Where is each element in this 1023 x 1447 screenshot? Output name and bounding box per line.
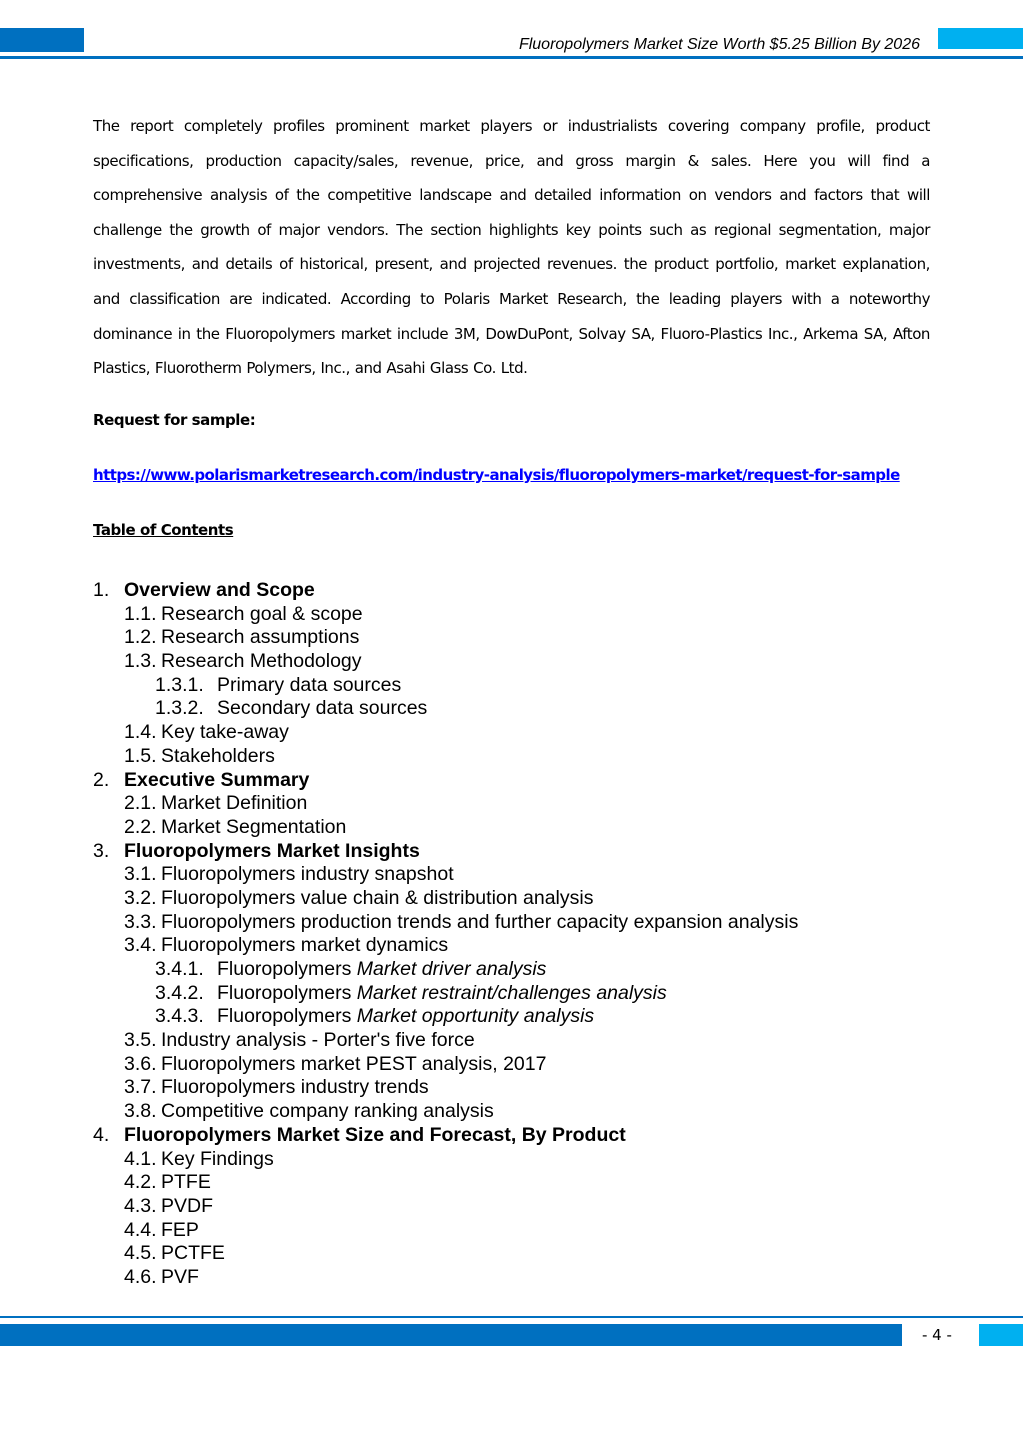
toc-item-number: 3.3. [124, 910, 157, 933]
toc-item [0, 1219, 1023, 1243]
toc-item [0, 863, 1023, 887]
toc-item-title: Fluoropolymers market dynamics [161, 934, 449, 957]
toc-item-number: 3.5. [124, 1029, 157, 1052]
toc-item-title: Primary data sources [217, 673, 402, 696]
toc-item [0, 1195, 1023, 1219]
toc-item-title: Executive Summary [124, 768, 310, 791]
toc-item-title: Key Findings [161, 1147, 274, 1170]
request-sample-link[interactable]: https://www.polarismarketresearch.com/industry-analysis/fluoropolymers-market/request-for-sample [93, 466, 900, 484]
toc-item [0, 579, 1023, 603]
toc-item [0, 911, 1023, 935]
toc-item [0, 1148, 1023, 1172]
toc-item-number: 3.6. [124, 1052, 157, 1075]
toc-item-title-italic: Market restraint/challenges analysis [356, 981, 667, 1004]
toc-item-title: Fluoropolymers Market opportunity analysis [217, 1005, 595, 1028]
toc-item [0, 840, 1023, 864]
toc-item-number: 3. [93, 839, 110, 862]
toc-item-number: 2. [93, 768, 110, 791]
toc-item-title: PVF [161, 1265, 199, 1288]
toc-item-title: FEP [161, 1218, 199, 1241]
toc-item-number: 3.7. [124, 1076, 157, 1099]
toc-item [0, 1053, 1023, 1077]
toc-item [0, 650, 1023, 674]
toc-item [0, 603, 1023, 627]
request-sample-label: Request for sample: [93, 411, 256, 429]
toc-item [0, 934, 1023, 958]
toc-item-title: Overview and Scope [124, 579, 315, 601]
toc-item-number: 3.2. [124, 886, 157, 909]
toc-item-title: Research assumptions [161, 626, 360, 649]
toc-item-title: Stakeholders [161, 744, 275, 767]
toc-item [0, 1266, 1023, 1290]
toc-item-number: 1.4. [124, 721, 157, 744]
toc-item-title: Fluoropolymers industry trends [161, 1076, 429, 1099]
toc-item-number: 3.8. [124, 1100, 157, 1123]
toc-item-title: Market Definition [161, 792, 308, 815]
toc-item [0, 792, 1023, 816]
toc-item [0, 958, 1023, 982]
footer-rule [0, 1316, 1023, 1318]
toc-item-title: Research Methodology [161, 650, 362, 673]
toc-item-title: Research goal & scope [161, 602, 363, 625]
toc-item-number: 1.3.1. [155, 673, 204, 696]
toc-item-number: 4.1. [124, 1147, 157, 1170]
toc-item-title: Fluoropolymers Market Insights [124, 839, 420, 862]
toc-item-title: Fluoropolymers market PEST analysis, 2017 [161, 1052, 547, 1075]
toc-item-number: 4.2. [124, 1171, 157, 1194]
toc-item [0, 626, 1023, 650]
header-accent-bar-left [0, 28, 84, 52]
toc-item-title: PVDF [161, 1194, 214, 1217]
toc-item-title: Key take-away [161, 721, 289, 744]
table-of-contents [0, 579, 1023, 1290]
toc-item-number: 4. [93, 1123, 110, 1146]
toc-item-number: 1.1. [124, 602, 157, 625]
toc-item-number: 1. [93, 579, 110, 601]
toc-item [0, 816, 1023, 840]
toc-item [0, 982, 1023, 1006]
toc-item-number: 1.5. [124, 744, 157, 767]
toc-item-title: Secondary data sources [217, 697, 428, 720]
toc-item [0, 1100, 1023, 1124]
toc-item [0, 1029, 1023, 1053]
footer-accent-bar [0, 1324, 902, 1346]
toc-item-title: Fluoropolymers industry snapshot [161, 863, 454, 886]
toc-item [0, 1124, 1023, 1148]
toc-item-title: Fluoropolymers Market Size and Forecast, By Product [124, 1123, 626, 1146]
toc-item [0, 1171, 1023, 1195]
toc-item-title: Fluoropolymers production trends and further capacity expansion analysis [161, 910, 799, 933]
toc-item [0, 769, 1023, 793]
toc-item-number: 3.1. [124, 863, 157, 886]
toc-item-title: Industry analysis - Porter's five force [161, 1029, 475, 1052]
toc-item [0, 674, 1023, 698]
toc-item-number: 3.4.3. [155, 1005, 204, 1028]
toc-item-number: 4.6. [124, 1265, 157, 1288]
toc-item-title: Market Segmentation [161, 815, 347, 838]
toc-item-number: 4.3. [124, 1194, 157, 1217]
toc-item [0, 697, 1023, 721]
page-number: - 4 - [922, 1326, 952, 1344]
toc-item-number: 1.2. [124, 626, 157, 649]
toc-item-number: 4.5. [124, 1242, 157, 1265]
toc-item [0, 745, 1023, 769]
toc-item-number: 3.4.1. [155, 958, 204, 980]
toc-item [0, 1005, 1023, 1029]
toc-item-title: Competitive company ranking analysis [161, 1100, 494, 1123]
toc-item-number: 3.4.2. [155, 981, 204, 1004]
toc-item-title: PTFE [161, 1171, 211, 1194]
intro-paragraph: The report completely profiles prominent market players or industrialists covering company profile, product specifications, production capacity/sales, revenue, price, and gross margin & sales. Here you will find a comprehensive analysis of the competitive landscape and detailed information on vendors and factors that will challenge the growth of major vendors. The section highlights key points such as regional segmentation, major investments, and details of historical, present, and projected revenues. the product portfolio, market explanation, and classification are indicated. According to Polaris Market Research, the leading players with a noteworthy dominance in the Fluoropolymers market include 3M, DowDuPont, Solvay SA, Fluoro-Plastics Inc., Arkema SA, Afton Plastics, Fluorotherm Polymers, Inc., and Asahi Glass Co. Ltd. [93, 117, 930, 378]
toc-heading: Table of Contents [93, 521, 234, 539]
footer-accent-bar-right [979, 1324, 1023, 1346]
toc-item-number: 2.1. [124, 792, 157, 815]
toc-item-number: 4.4. [124, 1218, 157, 1241]
toc-item [0, 721, 1023, 745]
toc-item-number: 1.3. [124, 650, 157, 673]
toc-item [0, 887, 1023, 911]
toc-item-title: Fluoropolymers Market restraint/challenges analysis [217, 981, 667, 1004]
header-title: Fluoropolymers Market Size Worth $5.25 Billion By 2026 [518, 36, 920, 53]
toc-item-title: PCTFE [161, 1242, 225, 1265]
toc-item [0, 1242, 1023, 1266]
toc-item-number: 2.2. [124, 815, 157, 838]
header-rule [0, 56, 1023, 59]
header-accent-bar-right [938, 28, 1023, 49]
toc-item-title: Fluoropolymers value chain & distribution analysis [161, 886, 594, 909]
toc-item-title-italic: Market opportunity analysis [356, 1005, 595, 1028]
toc-item-title-italic: Market driver analysis [356, 958, 547, 980]
toc-item-number: 1.3.2. [155, 697, 204, 720]
toc-item [0, 1076, 1023, 1100]
toc-item-title: Fluoropolymers Market driver analysis [217, 958, 547, 980]
toc-item-number: 3.4. [124, 934, 157, 957]
